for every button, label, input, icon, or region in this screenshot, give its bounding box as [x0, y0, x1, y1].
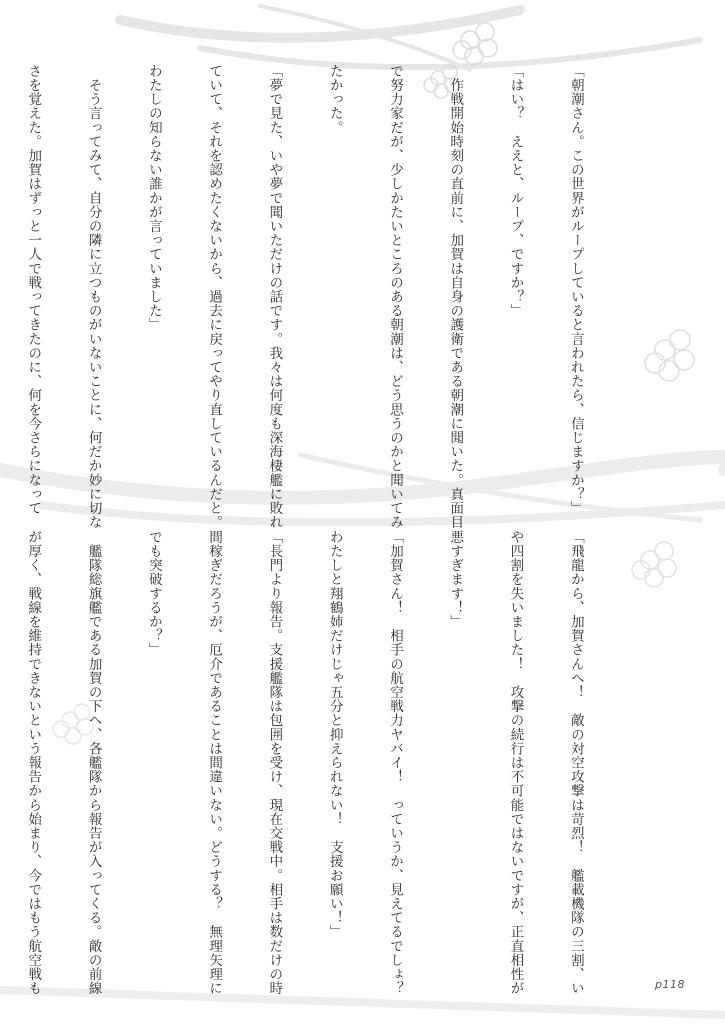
- text-line: 悪すぎます！」: [447, 530, 464, 629]
- text-line: 間稼ぎだろうが、厄介であることは間違いない。どうする？ 無理矢理に: [206, 530, 223, 996]
- text-line: 「長門より報告。支援艦隊は包囲を受け、現在交戦中。相手は数だけの時: [266, 530, 283, 996]
- brush-stroke-bottom: [0, 990, 725, 1015]
- text-line: そう言ってみて、自分の隣に立つものがいないことに、何だか妙に切な: [85, 64, 102, 530]
- upper-text-block: [25, 64, 626, 530]
- text-line: たかった。: [326, 64, 343, 135]
- blossom-icon: [632, 542, 676, 587]
- text-line: 「はい？ ええと、ループ、ですか？」: [507, 64, 524, 318]
- text-line: や四割を失いました！ 攻撃の続行は不可能ではないですが、正直相性が: [507, 530, 524, 996]
- text-line: 「飛龍から、加賀さんへ！ 敵の対空攻撃は苛烈！ 艦載機隊の三割、い: [567, 530, 584, 996]
- text-line: で努力家だが、少しかたいところのある朝潮は、どう思うのかと聞いてみ: [386, 64, 403, 530]
- brush-stroke-top: [120, 6, 700, 70]
- text-line: 「加賀さん！ 相手の航空戦力ヤバイ！ っていうか、見えてるでしょ？: [386, 530, 403, 996]
- page-number: p118: [655, 978, 685, 991]
- text-line: でも突破するか？」: [145, 530, 162, 657]
- lower-text-block: [25, 530, 626, 996]
- text-line: わたしの知らない誰かが言っていました」: [145, 64, 162, 332]
- blossom-icon: [453, 23, 497, 65]
- text-line: 「朝潮さん。この世界がループしていると言われたら、信じますか？」: [567, 64, 584, 516]
- text-line: が厚く、戦線を維持できないという報告から始まり、今ではもう航空戦も: [25, 530, 42, 996]
- text-line: ていて、それを認めたくないから、過去に戻ってやり直しているんだと。: [206, 64, 223, 530]
- text-line: わたしと翔鶴姉だけじゃ五分と抑えられない！ 支援お願い！」: [326, 530, 343, 939]
- blossom-icon: [645, 330, 694, 381]
- text-line: 「夢で見た、いや夢で聞いただけの話です。我々は何度も深海棲艦に敗れ: [266, 64, 283, 530]
- text-line: 艦隊総旗艦である加賀の下へ、各艦隊から報告が入ってくる。敵の前線: [85, 530, 102, 996]
- text-line: さを覚えた。加賀はずっと一人で戦ってきたのに、何を今さらになって: [25, 64, 42, 516]
- text-line: 作戦開始時刻の直前に、加賀は自身の護衛である朝潮に聞いた。真面目: [447, 64, 464, 530]
